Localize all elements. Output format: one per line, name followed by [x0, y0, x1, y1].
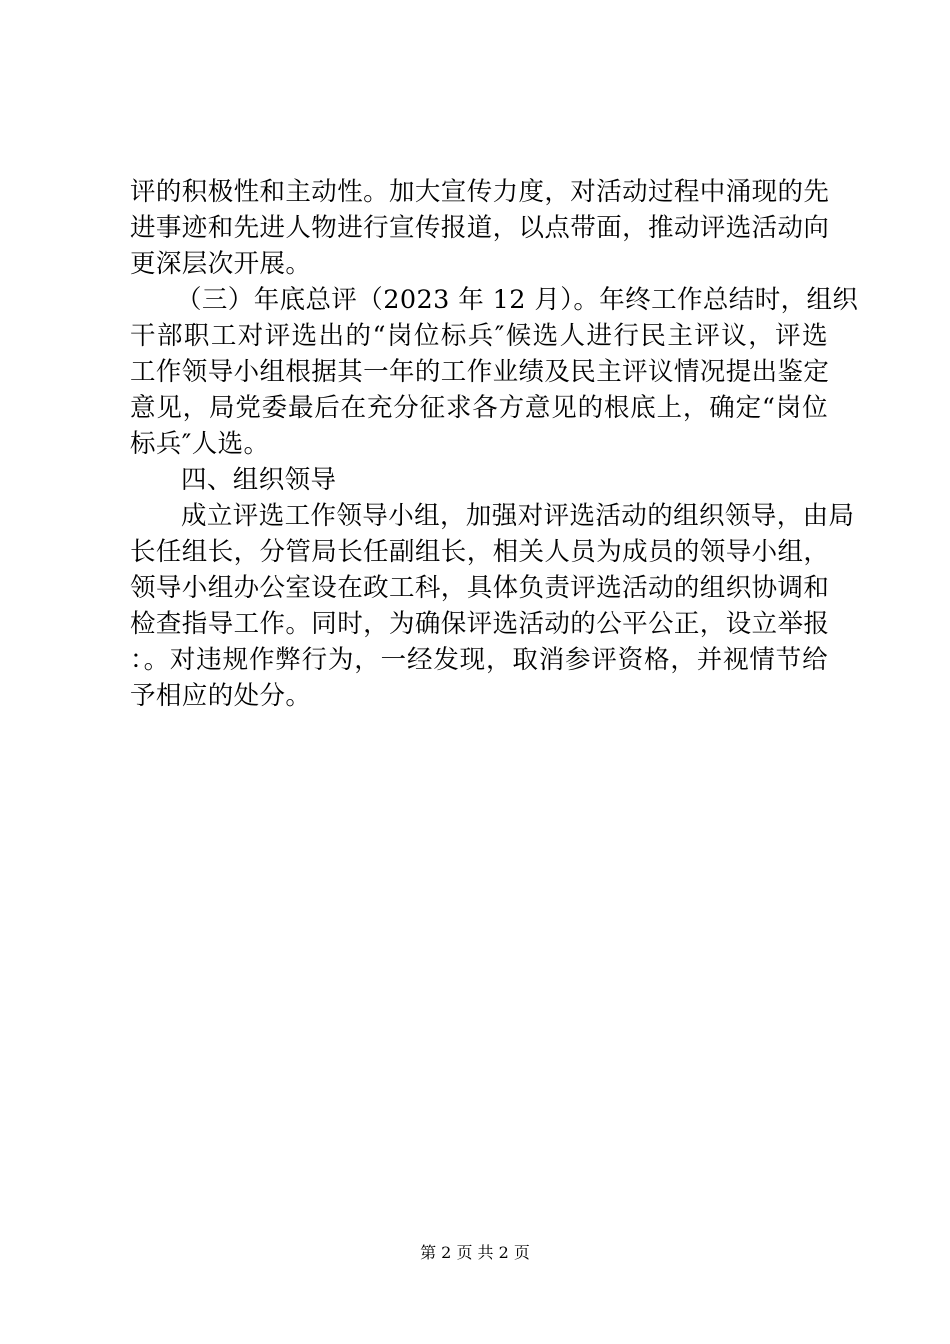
body-line-12: 领导小组办公室设在政工科，具体负责评选活动的组织协调和	[130, 573, 830, 603]
body-line-13: 检查指导工作。同时，为确保评选活动的公平公正，设立举报	[130, 609, 830, 639]
body-line-10: 成立评选工作领导小组，加强对评选活动的组织领导，由局	[181, 501, 855, 531]
body-line-2: 进事迹和先进人物进行宣传报道，以点带面，推动评选活动向	[130, 213, 830, 243]
body-line-7: 意见，局党委最后在充分征求各方意见的根底上，确定“岗位	[130, 393, 828, 423]
body-line-3: 更深层次开展。	[130, 249, 312, 279]
body-line-1: 评的积极性和主动性。加大宣传力度，对活动过程中涌现的先	[130, 177, 830, 207]
body-line-6: 工作领导小组根据其一年的工作业绩及民主评议情况提出鉴定	[130, 357, 830, 387]
section-heading-organization: 四、组织领导	[181, 465, 337, 495]
page-number-footer: 第 2 页 共 2 页	[420, 1243, 530, 1262]
body-line-11: 长任组长，分管局长任副组长，相关人员为成员的领导小组，	[130, 537, 830, 567]
body-line-15: 予相应的处分。	[130, 681, 312, 711]
body-line-5: 干部职工对评选出的“岗位标兵″候选人进行民主评议，评选	[130, 321, 828, 351]
section-three-heading-line: （三）年底总评（2023 年 12 月）。年终工作总结时，组织	[176, 285, 859, 315]
body-line-14: ：。对违规作弊行为，一经发现，取消参评资格，并视情节给	[130, 645, 828, 675]
body-line-8: 标兵″人选。	[130, 429, 270, 459]
